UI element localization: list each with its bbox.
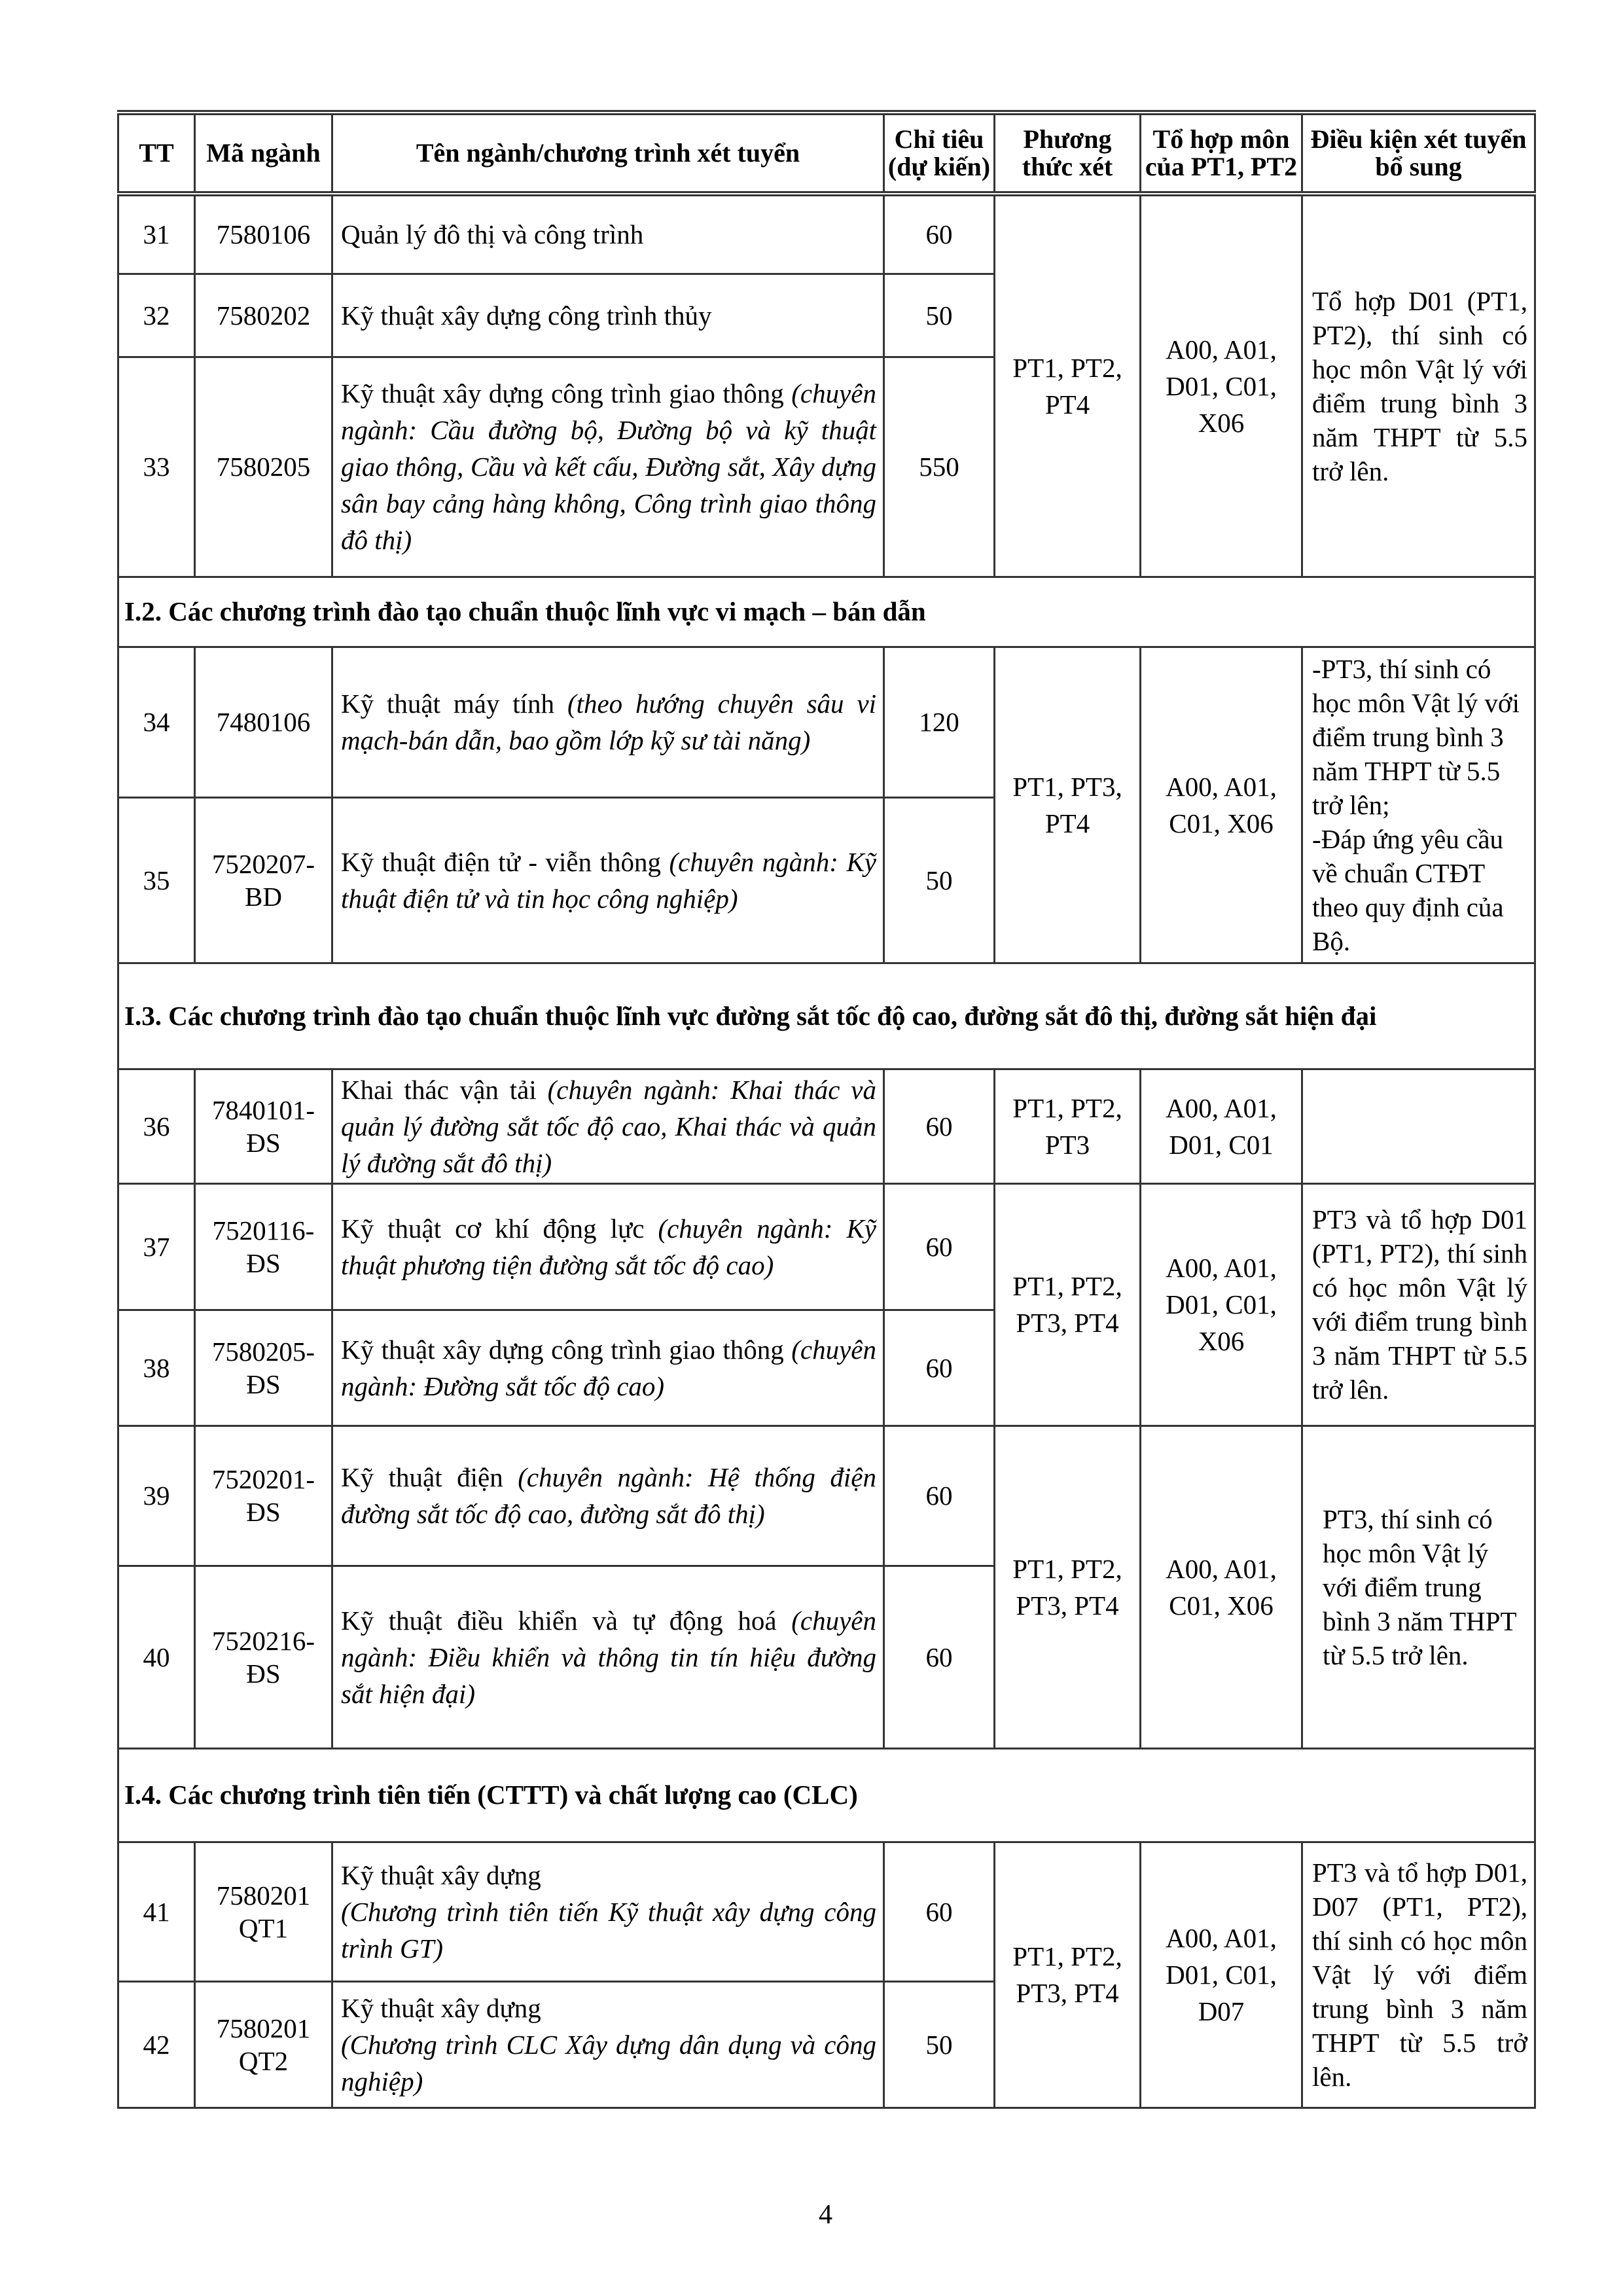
table-row bbox=[118, 647, 1535, 798]
cell-code: 7840101-ĐS bbox=[195, 1069, 332, 1183]
cell-method-group4: PT1, PT2, PT3, PT4 bbox=[995, 1183, 1141, 1426]
cell-tt: 32 bbox=[118, 274, 195, 357]
section-title-i4: I.4. Các chương trình tiên tiến (CTTT) và chất lượng cao (CLC) bbox=[118, 1748, 1535, 1842]
col-header-tt: TT bbox=[118, 113, 195, 194]
cell-method-group2: PT1, PT3, PT4 bbox=[995, 647, 1141, 963]
cell-code: 7520207-BD bbox=[195, 798, 332, 963]
cell-condition-group2 bbox=[1302, 647, 1535, 963]
cell-code: 7580201 QT2 bbox=[195, 1981, 332, 2108]
cell-combo-group1: A00, A01, D01, C01, X06 bbox=[1141, 194, 1302, 577]
cell-code: 7480106 bbox=[195, 647, 332, 798]
cell-quota: 60 bbox=[884, 1566, 995, 1748]
cell-name: Kỹ thuật cơ khí động lực (chuyên ngành: Kỹ thuật phương tiện đường sắt tốc độ cao) bbox=[332, 1183, 884, 1310]
cell-quota: 60 bbox=[884, 1842, 995, 1981]
col-header-name: Tên ngành/chương trình xét tuyển bbox=[332, 113, 884, 194]
cell-tt: 34 bbox=[118, 647, 195, 798]
cell-tt: 31 bbox=[118, 194, 195, 274]
cell-condition-group6: PT3 và tổ hợp D01, D07 (PT1, PT2), thí sinh có học môn Vật lý với điểm trung bình 3 năm THPT từ 5.5 trở lên. bbox=[1302, 1842, 1535, 2108]
cell-tt: 35 bbox=[118, 798, 195, 963]
cell-name: Quản lý đô thị và công trình bbox=[332, 194, 884, 274]
cell-quota: 60 bbox=[884, 194, 995, 274]
section-title-i3: I.3. Các chương trình đào tạo chuẩn thuộc lĩnh vực đường sắt tốc độ cao, đường sắt đô thị, đường sắt hiện đại bbox=[118, 963, 1535, 1069]
cell-name: Kỹ thuật xây dựng (Chương trình tiên tiến Kỹ thuật xây dựng công trình GT) bbox=[332, 1842, 884, 1981]
section-row-i2 bbox=[118, 577, 1535, 647]
page-number: 4 bbox=[819, 2200, 832, 2230]
cell-condition-group3 bbox=[1302, 1069, 1535, 1183]
cell-code: 7580205 bbox=[195, 357, 332, 577]
header-row bbox=[118, 113, 1535, 194]
cell-code: 7580201 QT1 bbox=[195, 1842, 332, 1981]
cell-quota: 60 bbox=[884, 1069, 995, 1183]
cell-method-group3: PT1, PT2, PT3 bbox=[995, 1069, 1141, 1183]
cell-code: 7520116-ĐS bbox=[195, 1183, 332, 1310]
cell-quota: 50 bbox=[884, 274, 995, 357]
cell-code: 7580205-ĐS bbox=[195, 1310, 332, 1426]
section-title-i2: I.2. Các chương trình đào tạo chuẩn thuộc lĩnh vực vi mạch – bán dẫn bbox=[118, 577, 1535, 647]
cell-name: Kỹ thuật xây dựng công trình giao thông (chuyên ngành: Cầu đường bộ, Đường bộ và kỹ thuật giao thông, Cầu và kết cấu, Đường sắt, Xây dựng sân bay cảng hàng không, Công trình giao thông đô thị) bbox=[332, 357, 884, 577]
cell-code: 7580202 bbox=[195, 274, 332, 357]
cell-quota: 60 bbox=[884, 1426, 995, 1566]
cell-code: 7580106 bbox=[195, 194, 332, 274]
cell-tt: 37 bbox=[118, 1183, 195, 1310]
col-header-combo: Tổ hợp môn của PT1, PT2 bbox=[1141, 113, 1302, 194]
cell-method-group6: PT1, PT2, PT3, PT4 bbox=[995, 1842, 1141, 2108]
table-row bbox=[118, 1426, 1535, 1566]
cell-condition-group4: PT3 và tổ hợp D01 (PT1, PT2), thí sinh có học môn Vật lý với điểm trung bình 3 năm THPT từ 5.5 trở lên. bbox=[1302, 1183, 1535, 1426]
condition-paragraph: -PT3, thí sinh có học môn Vật lý với điểm trung bình 3 năm THPT từ 5.5 trở lên; bbox=[1312, 653, 1520, 820]
cell-code: 7520201-ĐS bbox=[195, 1426, 332, 1566]
cell-quota: 50 bbox=[884, 1981, 995, 2108]
cell-combo-group5: A00, A01, C01, X06 bbox=[1141, 1426, 1302, 1748]
cell-tt: 33 bbox=[118, 357, 195, 577]
cell-name: Kỹ thuật xây dựng công trình thủy bbox=[332, 274, 884, 357]
cell-method-group5: PT1, PT2, PT3, PT4 bbox=[995, 1426, 1141, 1748]
cell-combo-group2: A00, A01, C01, X06 bbox=[1141, 647, 1302, 963]
cell-combo-group3: A00, A01, D01, C01 bbox=[1141, 1069, 1302, 1183]
col-header-code: Mã ngành bbox=[195, 113, 332, 194]
condition-paragraph: -Đáp ứng yêu cầu về chuẩn CTĐT theo quy định của Bộ. bbox=[1312, 823, 1504, 956]
col-header-quota: Chỉ tiêu (dự kiến) bbox=[884, 113, 995, 194]
cell-name: Khai thác vận tải (chuyên ngành: Khai thác và quản lý đường sắt tốc độ cao, Khai thác và quản lý đường sắt đô thị) bbox=[332, 1069, 884, 1183]
cell-combo-group4: A00, A01, D01, C01, X06 bbox=[1141, 1183, 1302, 1426]
cell-quota: 550 bbox=[884, 357, 995, 577]
cell-quota: 60 bbox=[884, 1183, 995, 1310]
section-row-i3 bbox=[118, 963, 1535, 1069]
table-row bbox=[118, 1069, 1535, 1183]
cell-quota: 120 bbox=[884, 647, 995, 798]
cell-name: Kỹ thuật điện tử - viễn thông (chuyên ngành: Kỹ thuật điện tử và tin học công nghiệp) bbox=[332, 798, 884, 963]
cell-tt: 38 bbox=[118, 1310, 195, 1426]
table-row bbox=[118, 194, 1535, 274]
cell-tt: 41 bbox=[118, 1842, 195, 1981]
col-header-condition: Điều kiện xét tuyển bổ sung bbox=[1302, 113, 1535, 194]
table-row bbox=[118, 1842, 1535, 1981]
cell-method-group1: PT1, PT2, PT4 bbox=[995, 194, 1141, 577]
cell-name: Kỹ thuật xây dựng công trình giao thông (chuyên ngành: Đường sắt tốc độ cao) bbox=[332, 1310, 884, 1426]
cell-tt: 39 bbox=[118, 1426, 195, 1566]
cell-quota: 50 bbox=[884, 798, 995, 963]
cell-tt: 36 bbox=[118, 1069, 195, 1183]
col-header-method: Phương thức xét bbox=[995, 113, 1141, 194]
cell-condition-group5: PT3, thí sinh có học môn Vật lý với điểm trung bình 3 năm THPT từ 5.5 trở lên. bbox=[1302, 1426, 1535, 1748]
cell-combo-group6: A00, A01, D01, C01, D07 bbox=[1141, 1842, 1302, 2108]
cell-tt: 42 bbox=[118, 1981, 195, 2108]
cell-name: Kỹ thuật máy tính (theo hướng chuyên sâu vi mạch-bán dẫn, bao gồm lớp kỹ sư tài năng) bbox=[332, 647, 884, 798]
cell-name: Kỹ thuật xây dựng (Chương trình CLC Xây dựng dân dụng và công nghiệp) bbox=[332, 1981, 884, 2108]
cell-code: 7520216-ĐS bbox=[195, 1566, 332, 1748]
table-row bbox=[118, 1183, 1535, 1310]
admissions-table bbox=[117, 110, 1536, 2109]
section-row-i4 bbox=[118, 1748, 1535, 1842]
cell-condition-group1: Tổ hợp D01 (PT1, PT2), thí sinh có học môn Vật lý với điểm trung bình 3 năm THPT từ 5.5 trở lên. bbox=[1302, 194, 1535, 577]
cell-quota: 60 bbox=[884, 1310, 995, 1426]
cell-name: Kỹ thuật điều khiển và tự động hoá (chuyên ngành: Điều khiển và thông tin tín hiệu đường sắt hiện đại) bbox=[332, 1566, 884, 1748]
cell-name: Kỹ thuật điện (chuyên ngành: Hệ thống điện đường sắt tốc độ cao, đường sắt đô thị) bbox=[332, 1426, 884, 1566]
cell-tt: 40 bbox=[118, 1566, 195, 1748]
